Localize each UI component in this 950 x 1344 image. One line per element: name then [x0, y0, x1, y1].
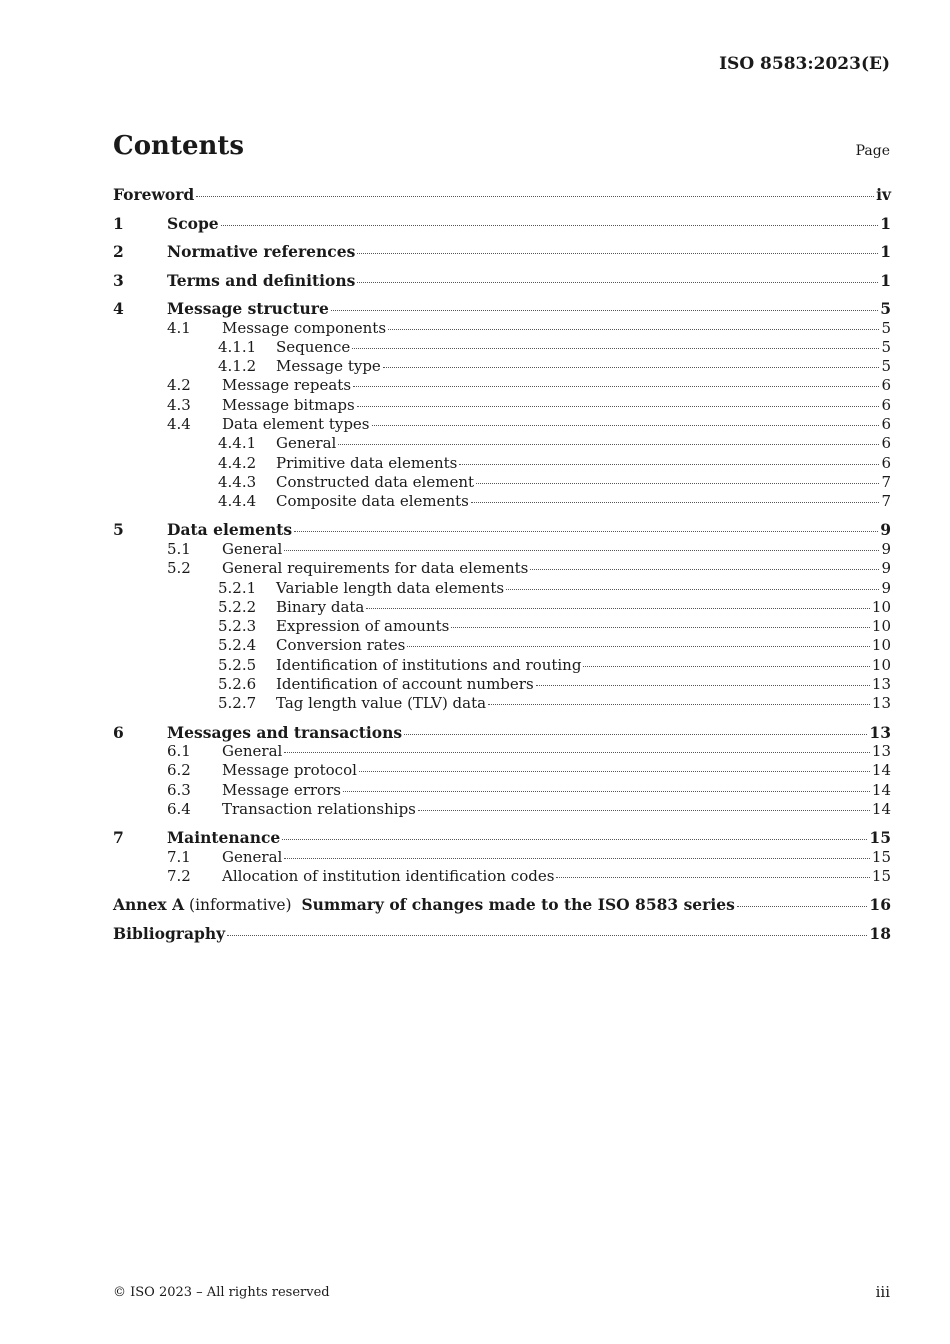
- toc-entry-number: 4.4.3: [218, 472, 257, 491]
- toc-entry-title: General: [222, 847, 283, 866]
- dot-leader: [737, 906, 868, 907]
- toc-entry-page: 9: [881, 539, 891, 558]
- toc-entry-title: Identification of account numbers: [276, 675, 534, 694]
- toc-entry-page: 10: [871, 597, 891, 616]
- toc-entry-number: 4.4.4: [218, 492, 257, 511]
- toc-entry-number: 5.2.7: [218, 694, 257, 713]
- dot-leader: [221, 225, 879, 226]
- dot-leader: [338, 444, 879, 445]
- page-number: iii: [875, 1283, 890, 1301]
- toc-entry-title: Message protocol: [222, 761, 357, 780]
- toc-entry-page: 7: [881, 492, 891, 511]
- toc-entry-title: Message errors: [222, 780, 341, 799]
- dot-leader: [352, 348, 879, 349]
- toc-entry-page: 15: [869, 828, 891, 848]
- toc-entry[interactable]: [113, 540, 891, 559]
- table-of-contents: [113, 185, 891, 943]
- toc-entry-title: Message bitmaps: [222, 395, 355, 414]
- toc-entry-number: 5.1: [167, 539, 191, 558]
- toc-entry[interactable]: [113, 271, 891, 291]
- toc-entry-number: 4.1: [167, 318, 191, 337]
- toc-entry[interactable]: [113, 617, 891, 636]
- toc-entry[interactable]: [113, 800, 891, 819]
- toc-entry[interactable]: [113, 848, 891, 867]
- toc-entry-number: 4.2: [167, 376, 191, 395]
- toc-entry[interactable]: [113, 828, 891, 848]
- dot-leader: [196, 196, 874, 197]
- toc-entry-page: 14: [871, 780, 891, 799]
- toc-entry[interactable]: [113, 520, 891, 540]
- toc-entry-title: Bibliography: [113, 923, 226, 943]
- dot-leader: [227, 935, 867, 936]
- dot-leader: [459, 464, 879, 465]
- toc-entry-title: General: [222, 742, 283, 761]
- toc-entry-page: 10: [871, 617, 891, 636]
- toc-entry-title: [113, 895, 735, 914]
- toc-entry-number: 7: [113, 828, 124, 848]
- toc-entry[interactable]: [113, 867, 891, 886]
- toc-entry-number: 4.1.2: [218, 357, 257, 376]
- toc-entry-title: Sequence: [276, 337, 351, 356]
- dot-leader: [407, 646, 870, 647]
- toc-entry[interactable]: [113, 579, 891, 598]
- toc-entry-number: 6.2: [167, 761, 191, 780]
- toc-entry-number: 5.2.6: [218, 675, 257, 694]
- dot-leader: [471, 502, 880, 503]
- toc-entry[interactable]: [113, 357, 891, 376]
- toc-entry-title: Foreword: [113, 185, 195, 204]
- toc-entry-page: 5: [880, 299, 891, 318]
- toc-entry[interactable]: [113, 338, 891, 357]
- toc-entry-title: Terms and definitions: [167, 270, 356, 290]
- toc-entry[interactable]: [113, 723, 891, 743]
- toc-entry[interactable]: [113, 656, 891, 675]
- toc-entry-page: 9: [880, 520, 891, 540]
- toc-entry-title: Scope: [167, 213, 219, 233]
- annex-note: (informative): [184, 896, 302, 915]
- dot-leader: [404, 734, 867, 735]
- toc-entry-title: Data element types: [222, 414, 370, 433]
- dot-leader: [372, 425, 880, 426]
- toc-entry-number: 6.1: [167, 742, 191, 761]
- toc-entry[interactable]: [113, 636, 891, 655]
- toc-entry-title: Message structure: [167, 299, 329, 318]
- toc-entry-page: 13: [871, 742, 891, 761]
- toc-entry-page: iv: [876, 185, 891, 204]
- toc-entry[interactable]: [113, 675, 891, 694]
- toc-entry-page: 18: [869, 923, 891, 943]
- toc-entry-number: 2: [113, 242, 124, 261]
- toc-entry[interactable]: [113, 376, 891, 395]
- toc-entry-page: 9: [881, 578, 891, 597]
- toc-entry-number: 4.3: [167, 395, 191, 414]
- dot-leader: [488, 704, 870, 705]
- toc-entry[interactable]: [113, 598, 891, 617]
- toc-entry-title: Data elements: [167, 520, 293, 540]
- dot-leader: [506, 589, 879, 590]
- toc-entry-page: 1: [880, 242, 891, 261]
- toc-entry-page: 1: [880, 213, 891, 233]
- toc-entry-page: 13: [871, 675, 891, 694]
- dot-leader: [353, 386, 879, 387]
- page-title: Contents: [113, 131, 245, 161]
- toc-entry-page: 16: [869, 895, 891, 915]
- toc-entry-number: 5.2.2: [218, 597, 257, 616]
- toc-entry-number: 5.2.4: [218, 636, 257, 655]
- toc-entry-title: General requirements for data elements: [222, 559, 529, 578]
- toc-entry-page: 15: [871, 867, 891, 886]
- dot-leader: [366, 608, 870, 609]
- toc-entry[interactable]: [113, 924, 891, 944]
- toc-entry-title: Message repeats: [222, 376, 352, 395]
- toc-entry-page: 6: [881, 434, 891, 453]
- toc-entry-title: Conversion rates: [276, 636, 406, 655]
- toc-entry-number: 7.1: [167, 847, 191, 866]
- toc-entry[interactable]: [113, 319, 891, 338]
- toc-entry-page: 14: [871, 761, 891, 780]
- toc-entry-page: 13: [869, 722, 891, 742]
- dot-leader: [282, 839, 867, 840]
- toc-entry[interactable]: [113, 299, 891, 319]
- toc-entry[interactable]: [113, 895, 891, 915]
- toc-entry-page: 10: [871, 655, 891, 674]
- toc-entry-number: 3: [113, 270, 124, 290]
- toc-entry-number: 7.2: [167, 867, 191, 886]
- toc-entry-title: Composite data elements: [276, 492, 469, 511]
- toc-entry[interactable]: [113, 434, 891, 453]
- toc-entry-title: Allocation of institution identification codes: [222, 867, 555, 886]
- toc-entry-title: Constructed data element: [276, 472, 475, 491]
- toc-entry-page: 7: [881, 472, 891, 491]
- toc-entry[interactable]: [113, 742, 891, 761]
- toc-entry-number: 5.2.3: [218, 617, 257, 636]
- annex-label: Annex A: [113, 895, 185, 915]
- toc-entry-number: 4.4.2: [218, 453, 257, 472]
- toc-entry-title: Identification of institutions and routing: [276, 655, 582, 674]
- toc-entry-number: 6.4: [167, 800, 191, 819]
- toc-entry[interactable]: [113, 473, 891, 492]
- toc-entry[interactable]: [113, 214, 891, 234]
- toc-entry[interactable]: [113, 559, 891, 578]
- dot-leader: [294, 531, 878, 532]
- toc-entry-number: 4: [113, 299, 124, 318]
- toc-entry-page: 6: [881, 376, 891, 395]
- dot-leader: [284, 752, 870, 753]
- toc-entry-page: 6: [881, 414, 891, 433]
- dot-leader: [284, 858, 870, 859]
- dot-leader: [284, 550, 879, 551]
- dot-leader: [359, 771, 870, 772]
- dot-leader: [343, 791, 870, 792]
- toc-entry-title: Tag length value (TLV) data: [276, 694, 487, 713]
- toc-entry-title: Maintenance: [167, 828, 281, 848]
- toc-entry-page: 15: [871, 847, 891, 866]
- toc-entry[interactable]: [113, 242, 891, 262]
- annex-title: Summary of changes made to the ISO 8583 series: [301, 895, 735, 915]
- toc-entry[interactable]: [113, 761, 891, 780]
- toc-entry-page: 10: [871, 636, 891, 655]
- dot-leader: [357, 406, 880, 407]
- toc-entry-title: Normative references: [167, 242, 356, 261]
- dot-leader: [583, 666, 869, 667]
- toc-entry-title: General: [276, 434, 337, 453]
- toc-entry-number: 4.4: [167, 414, 191, 433]
- dot-leader: [536, 685, 870, 686]
- dot-leader: [530, 569, 879, 570]
- dot-leader: [556, 877, 870, 878]
- toc-entry-title: Binary data: [276, 597, 365, 616]
- toc-entry-number: 4.1.1: [218, 337, 257, 356]
- toc-entry-title: Message type: [276, 357, 381, 376]
- dot-leader: [451, 627, 870, 628]
- dot-leader: [476, 483, 879, 484]
- toc-entry-title: Message components: [222, 318, 387, 337]
- toc-entry-title: Messages and transactions: [167, 722, 403, 742]
- toc-entry[interactable]: [113, 492, 891, 511]
- dot-leader: [388, 329, 879, 330]
- toc-entry-number: 6.3: [167, 780, 191, 799]
- toc-entry-page: 9: [881, 559, 891, 578]
- toc-entry-page: 6: [881, 395, 891, 414]
- toc-entry-page: 1: [880, 270, 891, 290]
- dot-leader: [418, 810, 870, 811]
- toc-entry-title: Variable length data elements: [276, 578, 505, 597]
- toc-entry-page: 5: [881, 318, 891, 337]
- toc-entry-title: Expression of amounts: [276, 617, 450, 636]
- dot-leader: [357, 282, 878, 283]
- toc-entry[interactable]: [113, 694, 891, 713]
- toc-entry-title: General: [222, 539, 283, 558]
- dot-leader: [357, 253, 878, 254]
- toc-entry[interactable]: [113, 781, 891, 800]
- dot-leader: [383, 367, 880, 368]
- toc-entry-number: 5: [113, 520, 124, 540]
- toc-entry-number: 6: [113, 722, 124, 742]
- toc-entry-title: Transaction relationships: [222, 800, 416, 819]
- toc-entry-number: 5.2: [167, 559, 191, 578]
- page-column-label: Page: [855, 143, 890, 159]
- toc-entry-page: 13: [871, 694, 891, 713]
- toc-entry[interactable]: [113, 454, 891, 473]
- document-id: ISO 8583:2023(E): [719, 54, 890, 74]
- toc-entry-page: 5: [881, 357, 891, 376]
- copyright-notice: © ISO 2023 – All rights reserved: [113, 1285, 330, 1300]
- toc-entry-number: 4.4.1: [218, 434, 257, 453]
- toc-entry-page: 14: [871, 800, 891, 819]
- toc-entry[interactable]: [113, 396, 891, 415]
- toc-entry-number: 5.2.5: [218, 655, 257, 674]
- toc-entry-number: 1: [113, 213, 124, 233]
- toc-entry[interactable]: [113, 415, 891, 434]
- toc-entry[interactable]: [113, 185, 891, 205]
- dot-leader: [331, 310, 878, 311]
- toc-entry-page: 5: [881, 337, 891, 356]
- toc-entry-page: 6: [881, 453, 891, 472]
- toc-entry-title: Primitive data elements: [276, 453, 458, 472]
- toc-entry-number: 5.2.1: [218, 578, 257, 597]
